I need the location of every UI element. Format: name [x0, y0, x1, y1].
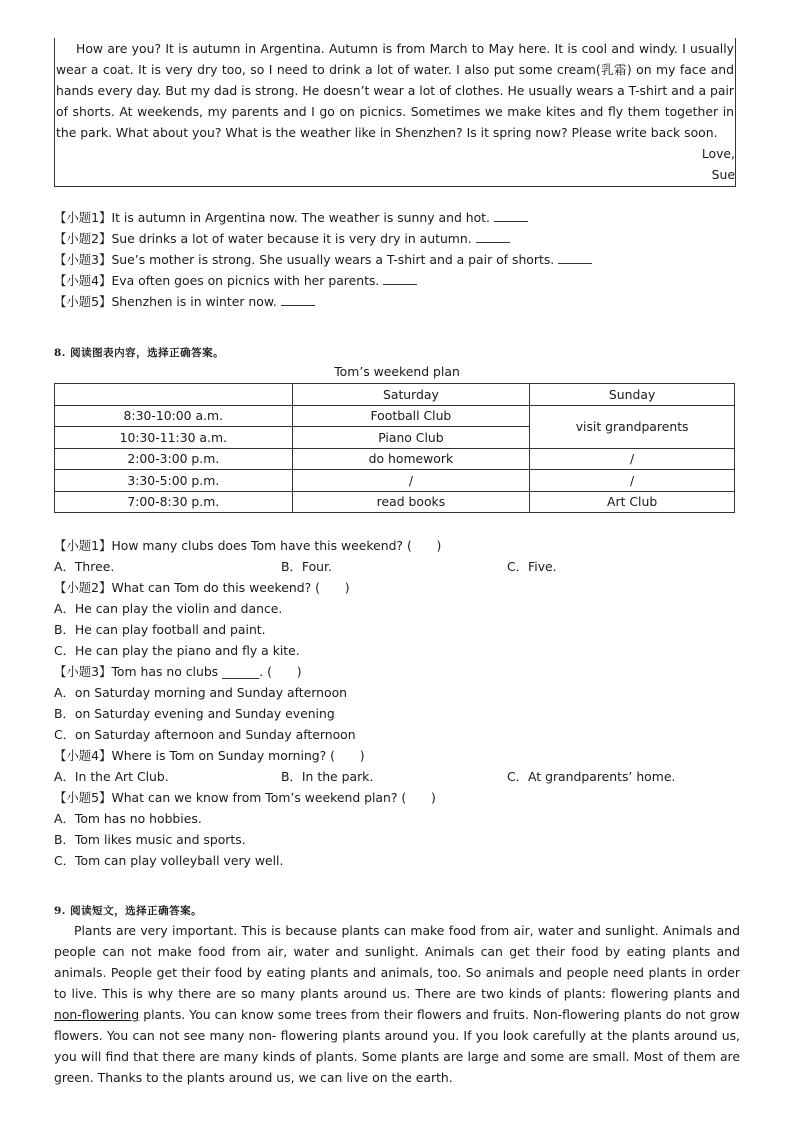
table-cell: Football Club [292, 405, 530, 427]
table-cell: 10:30-11:30 a.m. [55, 427, 293, 449]
weekend-plan-table [54, 383, 735, 513]
answer-blank[interactable] [558, 251, 592, 264]
table-cell: 7:00-8:30 p.m. [55, 491, 293, 513]
option-row [54, 556, 744, 577]
table-row [55, 491, 735, 513]
mc-question: 【小题3】Tom has no clubs ______. ( ) [54, 664, 302, 679]
table-cell: 3:30-5:00 p.m. [55, 470, 293, 492]
reading-passage: Plants are very important. This is because plants can make food from air, water and sunlight. Animals and people can not make food from air, water and sunlight. Animals can get their food by eating plants and animals. People get their food by eating plants and animals, too. So animals and people need plants in order to live. This is why there are so many plants around us. There are two kinds of plants: flowering plants and non-flowering plants. You can know some trees from their flowers and fruits. Non-flowering plants do not grow flowers. You can not see many non- flowering plants around you. If you look carefully at the plants around us, you will find that there are many kinds of plants. Some plants are large and some are small. Most of them are green. Thanks to the plants around us, we can live on the earth. [54, 923, 740, 1085]
option-b[interactable]: B．In the park. [281, 769, 374, 784]
table-cell: 2:00-3:00 p.m. [55, 448, 293, 470]
option-a[interactable]: A．He can play the violin and dance. [54, 601, 283, 616]
table-row [55, 470, 735, 492]
option-a[interactable]: A．In the Art Club. [54, 769, 169, 784]
table-cell-merged: visit grandparents [530, 405, 735, 448]
letter-body: How are you? It is autumn in Argentina. Autumn is from March to May here. It is cool and windy. I usually wear a coat. It is very dry too, so I need to drink a lot of water. I also put some cream(乳霜) on my face and hands every day. But my dad is strong. He doesn’t wear a lot of clothes. He usually wears a T-shirt and a pair of shorts. At weekends, my parents and I go on picnics. Sometimes we make kites and fly them together in the park. What about you? What is the weather like in Shenzhen? Is it spring now? Please write back soon. [56, 41, 734, 140]
table-header-cell [55, 384, 293, 406]
option-c[interactable]: C．At grandparents’ home. [507, 769, 676, 784]
table-cell: Art Club [530, 491, 735, 513]
option-b[interactable]: B．on Saturday evening and Sunday evening [54, 706, 335, 721]
option-b[interactable]: B．He can play football and paint. [54, 622, 266, 637]
table-caption: Tom’s weekend plan [334, 364, 460, 379]
option-a[interactable]: A．Three. [54, 559, 115, 574]
answer-blank[interactable] [494, 209, 528, 222]
tf-question: 【小题5】Shenzhen is in winter now. [54, 291, 592, 312]
table-cell: / [530, 448, 735, 470]
table-row [55, 405, 735, 427]
tf-question: 【小题2】Sue drinks a lot of water because it is very dry in autumn. [54, 228, 592, 249]
tf-question: 【小题3】Sue’s mother is strong. She usually wears a T-shirt and a pair of shorts. [54, 249, 592, 270]
mc-question: 【小题2】What can Tom do this weekend? ( ) [54, 580, 350, 595]
option-a[interactable]: A．Tom has no hobbies. [54, 811, 202, 826]
letter-closing: Love, [701, 146, 735, 161]
tf-question: 【小题4】Eva often goes on picnics with her parents. [54, 270, 592, 291]
table-header-cell: Saturday [292, 384, 530, 406]
option-c[interactable]: C．He can play the piano and fly a kite. [54, 643, 300, 658]
table-cell: / [292, 470, 530, 492]
answer-blank[interactable] [476, 230, 510, 243]
mc-question: 【小题4】Where is Tom on Sunday morning? ( ) [54, 748, 365, 763]
section-9-title: 9. 阅读短文，选择正确答案。 [54, 905, 203, 917]
letter-signature: Sue [711, 167, 735, 182]
tf-question-list [54, 207, 592, 312]
mc-question: 【小题1】How many clubs does Tom have this weekend? ( ) [54, 538, 442, 553]
table-row [55, 448, 735, 470]
option-b[interactable]: B．Tom likes music and sports. [54, 832, 246, 847]
option-a[interactable]: A．on Saturday morning and Sunday afternoon [54, 685, 348, 700]
letter-box [54, 38, 736, 187]
table-cell: read books [292, 491, 530, 513]
option-c[interactable]: C．Five. [507, 559, 557, 574]
table-cell: do homework [292, 448, 530, 470]
answer-blank[interactable] [383, 272, 417, 285]
table-cell: / [530, 470, 735, 492]
mc-question-list [54, 535, 744, 871]
option-c[interactable]: C．on Saturday afternoon and Sunday afternoon [54, 727, 356, 742]
tf-question: 【小题1】It is autumn in Argentina now. The weather is sunny and hot. [54, 207, 592, 228]
table-header-cell: Sunday [530, 384, 735, 406]
option-row [54, 766, 744, 787]
section-8-title: 8. 阅读图表内容，选择正确答案。 [54, 347, 225, 359]
answer-blank[interactable] [281, 293, 315, 306]
option-b[interactable]: B．Four. [281, 559, 332, 574]
table-header-row [55, 384, 735, 406]
mc-question: 【小题5】What can we know from Tom’s weekend plan? ( ) [54, 790, 436, 805]
option-c[interactable]: C．Tom can play volleyball very well. [54, 853, 284, 868]
underlined-word: non-flowering [54, 1007, 140, 1022]
table-cell: Piano Club [292, 427, 530, 449]
table-cell: 8:30-10:00 a.m. [55, 405, 293, 427]
